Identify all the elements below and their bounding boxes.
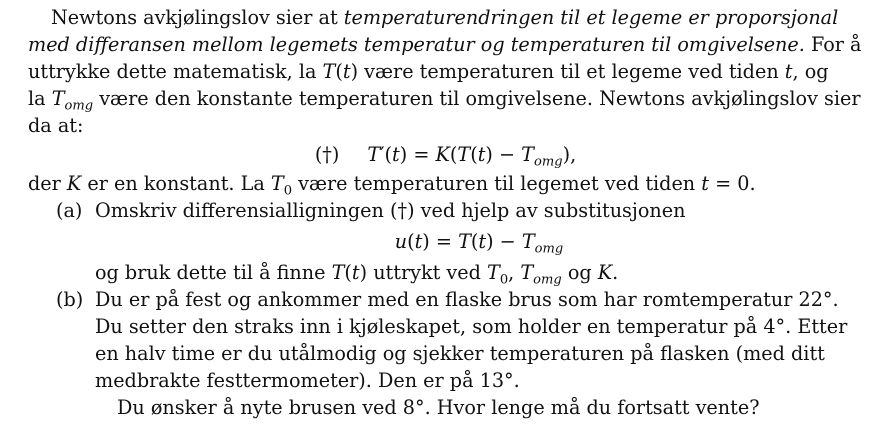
math-op: ) −	[485, 143, 522, 166]
math-symbol: T	[520, 261, 534, 284]
substitution-equation	[95, 228, 863, 255]
body-text: være temperaturen til legemet ved tiden	[292, 172, 702, 195]
math-symbol: T	[367, 143, 381, 166]
math-subscript: 0	[499, 272, 509, 288]
intro-line-5	[28, 112, 863, 139]
main-equation	[28, 141, 863, 168]
part-b-line-3: en halv time er du utålmodig og sjekker temperaturen på flasken (med ditt	[95, 342, 825, 365]
math-symbol: K	[66, 172, 82, 195]
math-subscript: omg	[533, 154, 563, 170]
math-op: (	[407, 230, 415, 253]
body-text: der	[28, 172, 67, 195]
part-b-line-4: medbrakte festtermometer). Den er på 13°.	[95, 369, 520, 392]
math-op: ) =	[422, 230, 459, 253]
math-symbol: T	[521, 143, 534, 166]
part-b-label: (b)	[56, 288, 84, 311]
intro-emphasis: temperaturendringen til et legeme er proporsjonal	[343, 6, 839, 29]
math-symbol: T	[457, 143, 471, 166]
body-text: er en konstant. La	[81, 172, 271, 195]
part-b-line-1: Du er på fest og ankommer med en flaske brus som har romtemperatur 22°.	[95, 288, 839, 311]
math-symbol: t	[414, 230, 423, 253]
body-text: ,	[508, 261, 521, 284]
constant-definition-line	[28, 170, 863, 197]
intro-text: være den konstante temperaturen til omgivelsene. Newtons avkjølingslov sier	[93, 87, 861, 110]
math-symbol: T	[521, 230, 535, 253]
math-symbol: K	[435, 143, 450, 166]
math-paren: (	[335, 60, 343, 83]
exercise-text	[28, 4, 863, 421]
math-op: ′(	[380, 143, 393, 166]
body-text: ) uttrykt ved	[359, 261, 487, 284]
math-subscript: omg	[64, 98, 94, 114]
math-symbol: t	[477, 143, 486, 166]
intro-text: Newtons avkjølingslov sier at	[51, 6, 344, 29]
body-text: Omskriv differensialligningen (†) ved hjelp av substitusjonen	[95, 199, 686, 222]
body-text: og bruk dette til å finne	[95, 261, 332, 284]
math-symbol: t	[392, 143, 400, 166]
part-a-line-2	[95, 259, 863, 286]
intro-text: uttrykke dette matematisk, la	[28, 60, 323, 83]
math-symbol: T	[331, 261, 345, 284]
part-a-line-1	[95, 197, 863, 224]
math-op: ),	[562, 143, 577, 166]
math-symbol: T	[270, 172, 284, 195]
math-op: (	[344, 261, 352, 284]
intro-line-2	[28, 31, 863, 58]
part-b-line-2: Du setter den straks inn i kjøleskapet, som holder en temperatur på 4°. Etter	[95, 315, 848, 338]
intro-text: la	[28, 87, 52, 110]
body-text: .	[612, 261, 619, 284]
part-b-question: Du ønsker å nyte brusen ved 8°. Hvor lenge må du fortsatt vente?	[117, 396, 760, 419]
math-symbol: t	[784, 60, 793, 83]
math-op: ) =	[399, 143, 436, 166]
math-symbol: T	[487, 261, 500, 284]
part-a	[28, 197, 863, 286]
math-subscript: omg	[534, 241, 564, 257]
math-symbol: T	[51, 87, 65, 110]
math-symbol: t	[478, 230, 487, 253]
body-text: = 0.	[709, 172, 756, 195]
intro-text: , og	[792, 60, 829, 83]
math-subscript: 0	[283, 183, 293, 199]
math-symbol: t	[701, 172, 709, 195]
math-symbol: K	[597, 261, 613, 284]
math-op: ) −	[486, 230, 522, 253]
math-subscript: omg	[533, 272, 562, 288]
intro-text: For å	[804, 33, 862, 56]
intro-paragraph	[28, 4, 863, 139]
math-op: (	[470, 230, 479, 253]
part-b	[28, 286, 863, 421]
intro-emphasis: med differansen mellom legemets temperatur og temperaturen til omgivelsene.	[28, 33, 805, 56]
math-symbol: t	[351, 261, 360, 284]
body-text: og	[561, 261, 598, 284]
intro-text: da at:	[28, 114, 84, 137]
intro-line-1	[28, 4, 863, 31]
math-symbol: T	[458, 230, 471, 253]
equation-body	[315, 141, 576, 168]
math-symbol: u	[394, 230, 408, 253]
equation-tag: (†)	[314, 143, 340, 166]
math-symbol: T	[322, 60, 336, 83]
intro-line-3	[28, 58, 863, 85]
intro-text: ) være temperaturen til et legeme ved tiden	[350, 60, 785, 83]
math-symbol: t	[342, 60, 351, 83]
intro-line-4	[28, 85, 863, 112]
math-op: (	[449, 143, 458, 166]
part-a-label: (a)	[56, 199, 83, 222]
math-op: (	[470, 143, 478, 166]
